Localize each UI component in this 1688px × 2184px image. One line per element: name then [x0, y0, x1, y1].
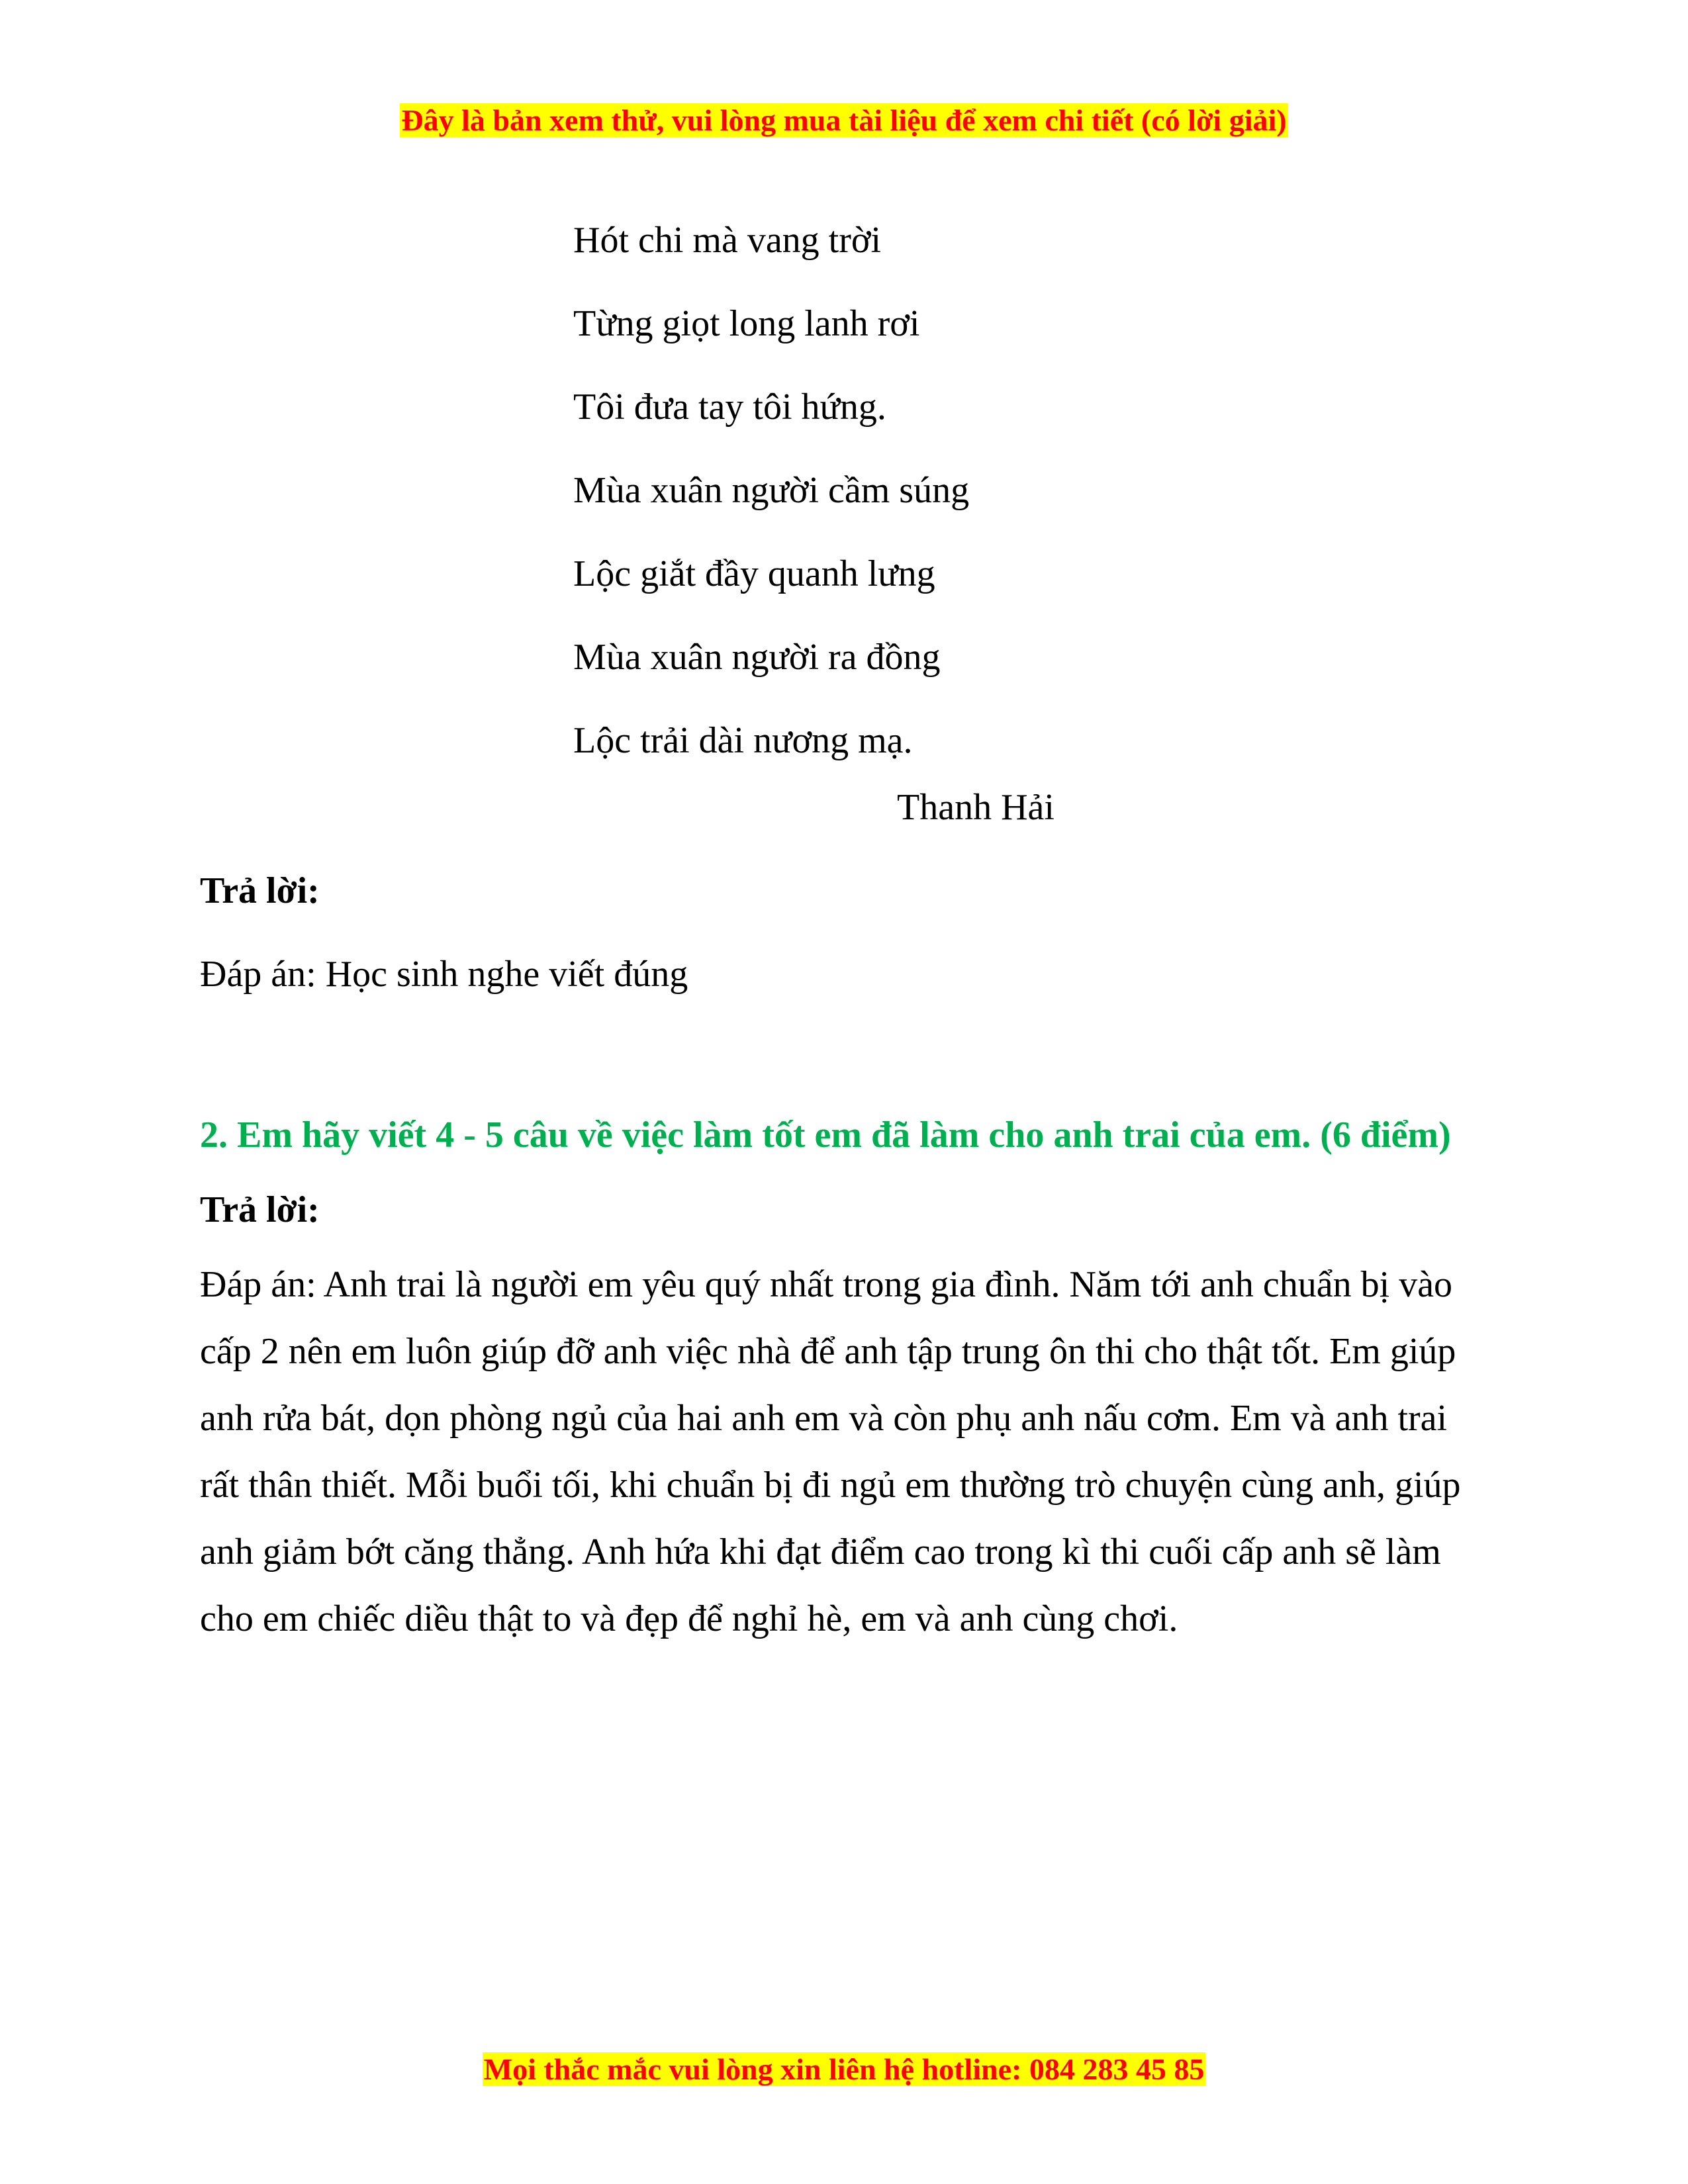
- question-2-section: [200, 1102, 1491, 1653]
- question-heading: 2. Em hãy viết 4 - 5 câu về việc làm tốt em đã làm cho anh trai của em. (6 điểm): [200, 1115, 1451, 1156]
- poem-line: Hót chi mà vang trời: [573, 220, 882, 261]
- answer-label: Trả lời:: [200, 870, 320, 911]
- answer-label: Trả lời:: [200, 1189, 320, 1230]
- preview-notice-banner: [0, 101, 1688, 140]
- poem-author: Thanh Hải: [897, 787, 1055, 828]
- answer-paragraph: Đáp án: Anh trai là người em yêu quý nhất trong gia đình. Năm tới anh chuẩn bị vào cấp 2 nên em luôn giúp đỡ anh việc nhà để anh tập trung ôn thi cho thật tốt. Em giúp anh rửa bát, dọn phòng ngủ của hai anh em và còn phụ anh nấu cơm. Em và anh trai rất thân thiết. Mỗi buổi tối, khi chuẩn bị đi ngủ em thường trò chuyện cùng anh, giúp anh giảm bớt căng thẳng. Anh hứa khi đạt điểm cao trong kì thi cuối cấp anh sẽ làm cho em chiếc diều thật to và đẹp để nghỉ hè, em và anh cùng chơi.: [200, 1264, 1461, 1639]
- poem-line: Tôi đưa tay tôi hứng.: [573, 387, 886, 428]
- poem-line: Từng giọt long lanh rơi: [573, 303, 920, 344]
- answer-text: Đáp án: Học sinh nghe viết đúng: [200, 954, 688, 995]
- poem-line: Mùa xuân người cầm súng: [573, 470, 970, 511]
- poem-line: Lộc trải dài nương mạ.: [573, 720, 913, 761]
- answer-1-section: [200, 849, 1491, 1016]
- poem-line: Mùa xuân người ra đồng: [573, 637, 941, 678]
- hotline-notice-text: Mọi thắc mắc vui lòng xin liên hệ hotline: 084 283 45 85: [483, 2052, 1205, 2086]
- poem: [573, 199, 1368, 782]
- preview-notice-text: Đây là bản xem thử, vui lòng mua tài liệu để xem chi tiết (có lời giải): [401, 103, 1287, 137]
- poem-line: Lộc giắt đầy quanh lưng: [573, 553, 935, 594]
- hotline-notice-banner: [0, 2050, 1688, 2089]
